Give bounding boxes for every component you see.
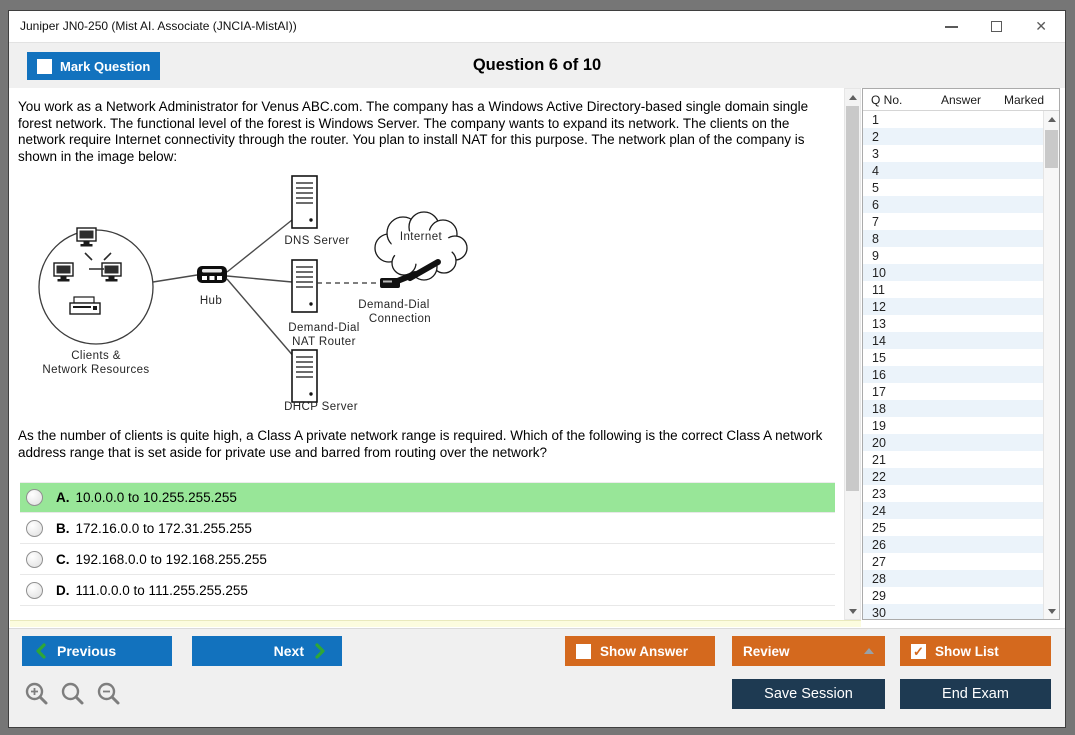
question-prompt-text: As the number of clients is quite high, a Class A private network range is required. Which of the following is the correct Class A network address range that is set aside for private use and barred from routing over the network?: [18, 428, 823, 460]
question-list-row[interactable]: 29: [872, 588, 886, 603]
link-line: [227, 220, 292, 272]
question-list-row[interactable]: 21: [872, 452, 886, 467]
show-list-label: Show List: [935, 643, 999, 659]
window-controls: [945, 11, 1047, 42]
radio-icon[interactable]: [26, 489, 43, 506]
show-answer-label: Show Answer: [600, 643, 689, 659]
review-label: Review: [743, 643, 790, 659]
option-letter: A.: [56, 490, 70, 505]
show-answer-button[interactable]: [565, 636, 715, 666]
question-list-row[interactable]: 5: [872, 180, 879, 195]
diagram-label-hub: Hub: [199, 295, 223, 307]
question-list-row[interactable]: 9: [872, 248, 879, 263]
save-session-button[interactable]: [732, 679, 885, 709]
scroll-down-icon[interactable]: [845, 603, 860, 619]
question-list-row[interactable]: 19: [872, 418, 886, 433]
hub-icon: [197, 266, 227, 283]
radio-icon[interactable]: [26, 551, 43, 568]
scroll-up-icon[interactable]: [845, 89, 860, 105]
computer-icon: [54, 263, 73, 282]
option-letter: B.: [56, 521, 70, 536]
dhcp-server-icon: [292, 350, 317, 402]
chevron-right-icon: [314, 643, 326, 659]
option-text: 192.168.0.0 to 192.168.255.255: [75, 552, 267, 567]
question-counter: Question 6 of 10: [472, 56, 602, 74]
mark-question-button[interactable]: [27, 52, 160, 80]
column-answer: Answer: [940, 92, 981, 107]
scroll-up-icon[interactable]: [1044, 111, 1059, 127]
question-list-scrollbar[interactable]: [1043, 111, 1059, 619]
question-list-row[interactable]: 3: [872, 146, 879, 161]
question-intro-text: You work as a Network Administrator for Venus ABC.com. The company has a Windows Active Directory-based single domain single forest network. The functional level of the forest is Windows Server. The company wants to expand its network. The clients on the network require Internet connectivity through the router. You plan to install NAT for this purpose. The network plan of the company is shown in the image below:: [18, 99, 809, 164]
diagram-label-connection-1: Demand-Dial: [358, 299, 430, 311]
end-exam-label: End Exam: [942, 686, 1009, 702]
question-list-row[interactable]: 8: [863, 230, 1043, 247]
column-qno: Q No.: [871, 92, 903, 107]
exam-window: [8, 10, 1066, 728]
highlight-strip: [10, 620, 861, 627]
show-list-button[interactable]: [900, 636, 1051, 666]
diagram-label-clients-2: Network Resources: [42, 364, 150, 376]
link-line: [153, 275, 197, 282]
option-text: 111.0.0.0 to 111.255.255.255: [75, 583, 248, 598]
question-list-row[interactable]: 15: [872, 350, 886, 365]
show-list-checkbox[interactable]: [911, 644, 926, 659]
option-letter: D.: [56, 583, 70, 598]
question-list-row[interactable]: 1: [872, 112, 879, 127]
next-label: Next: [273, 643, 304, 659]
question-list-row[interactable]: 30: [863, 604, 1043, 619]
question-list-row[interactable]: 27: [872, 554, 886, 569]
question-list-row[interactable]: 12: [863, 298, 1043, 315]
title-bar: [9, 11, 1065, 42]
question-panel: [10, 88, 844, 620]
question-list-row[interactable]: 20: [863, 434, 1043, 451]
question-list-panel: [862, 88, 1060, 620]
window-title: Juniper JN0-250 (Mist AI. Associate (JNCIA-MistAI)): [20, 19, 297, 33]
dns-server-icon: [292, 176, 317, 228]
zoom-in-icon[interactable]: [24, 681, 50, 707]
review-dropdown[interactable]: [732, 636, 885, 666]
question-header: [9, 42, 1065, 88]
maximize-icon[interactable]: [991, 21, 1002, 32]
radio-icon[interactable]: [26, 582, 43, 599]
answer-option-c[interactable]: [20, 545, 835, 575]
caret-up-icon: [864, 648, 874, 654]
network-diagram: [14, 170, 476, 420]
question-list-row[interactable]: 4: [863, 162, 1043, 179]
answer-option-a[interactable]: [20, 483, 835, 513]
question-list-row[interactable]: 23: [872, 486, 886, 501]
option-letter: C.: [56, 552, 70, 567]
question-list-row[interactable]: 17: [872, 384, 886, 399]
question-list-row[interactable]: 7: [872, 214, 879, 229]
diagram-label-dns: DNS Server: [284, 235, 350, 247]
question-list-row[interactable]: 16: [863, 366, 1043, 383]
question-list-rows: [863, 111, 1043, 619]
mark-question-label: Mark Question: [60, 58, 151, 74]
nat-router-icon: [292, 260, 317, 312]
scrollbar-thumb[interactable]: [846, 106, 859, 491]
zoom-tools: [24, 681, 122, 707]
chevron-left-icon: [35, 643, 47, 659]
diagram-label-nat-2: NAT Router: [292, 336, 356, 348]
link-line: [227, 276, 292, 282]
link-line: [227, 279, 295, 358]
question-list-row[interactable]: 11: [872, 282, 885, 297]
question-list-row[interactable]: 6: [863, 196, 1043, 213]
scrollbar-thumb[interactable]: [1045, 130, 1058, 168]
scroll-down-icon[interactable]: [1044, 603, 1059, 619]
question-list-row[interactable]: 28: [863, 570, 1043, 587]
option-text: 10.0.0.0 to 10.255.255.255: [75, 490, 237, 505]
mark-question-checkbox[interactable]: [37, 59, 52, 74]
previous-label: Previous: [57, 643, 117, 659]
footer-toolbar: [9, 628, 1065, 727]
computer-icon: [102, 263, 121, 282]
answer-option-d[interactable]: [20, 576, 835, 606]
question-list-row[interactable]: 13: [872, 316, 886, 331]
diagram-label-clients-1: Clients &: [71, 350, 121, 362]
computer-icon: [77, 228, 96, 247]
option-text: 172.16.0.0 to 172.31.255.255: [75, 521, 252, 536]
question-scrollbar[interactable]: [844, 88, 861, 620]
diagram-label-nat-1: Demand-Dial: [288, 322, 360, 334]
question-list-row[interactable]: 18: [863, 400, 1043, 417]
clients-circle: [39, 230, 153, 344]
show-answer-checkbox[interactable]: [576, 644, 591, 659]
end-exam-button[interactable]: [900, 679, 1051, 709]
next-button[interactable]: [192, 636, 342, 666]
close-icon[interactable]: ✕: [1035, 18, 1047, 34]
zoom-out-icon[interactable]: [96, 681, 122, 707]
question-list-row[interactable]: 10: [863, 264, 1043, 281]
column-marked: Marked: [1003, 92, 1044, 107]
question-list-row[interactable]: 24: [863, 502, 1043, 519]
answer-option-b[interactable]: [20, 514, 835, 544]
zoom-reset-icon[interactable]: [60, 681, 86, 707]
printer-icon: [70, 297, 100, 314]
question-list-header: [863, 89, 1059, 111]
save-session-label: Save Session: [764, 686, 853, 702]
question-list-row[interactable]: 22: [863, 468, 1043, 485]
question-list-row[interactable]: 26: [863, 536, 1043, 553]
answer-options: [20, 482, 835, 607]
diagram-label-dhcp: DHCP Server: [284, 401, 358, 413]
minimize-icon[interactable]: [945, 26, 958, 28]
question-list-row[interactable]: 14: [863, 332, 1043, 349]
diagram-label-connection-2: Connection: [368, 313, 432, 325]
radio-icon[interactable]: [26, 520, 43, 537]
question-list-row[interactable]: 25: [872, 520, 886, 535]
diagram-label-internet: Internet: [399, 231, 443, 243]
question-list-row[interactable]: 2: [863, 128, 1043, 145]
previous-button[interactable]: [22, 636, 172, 666]
